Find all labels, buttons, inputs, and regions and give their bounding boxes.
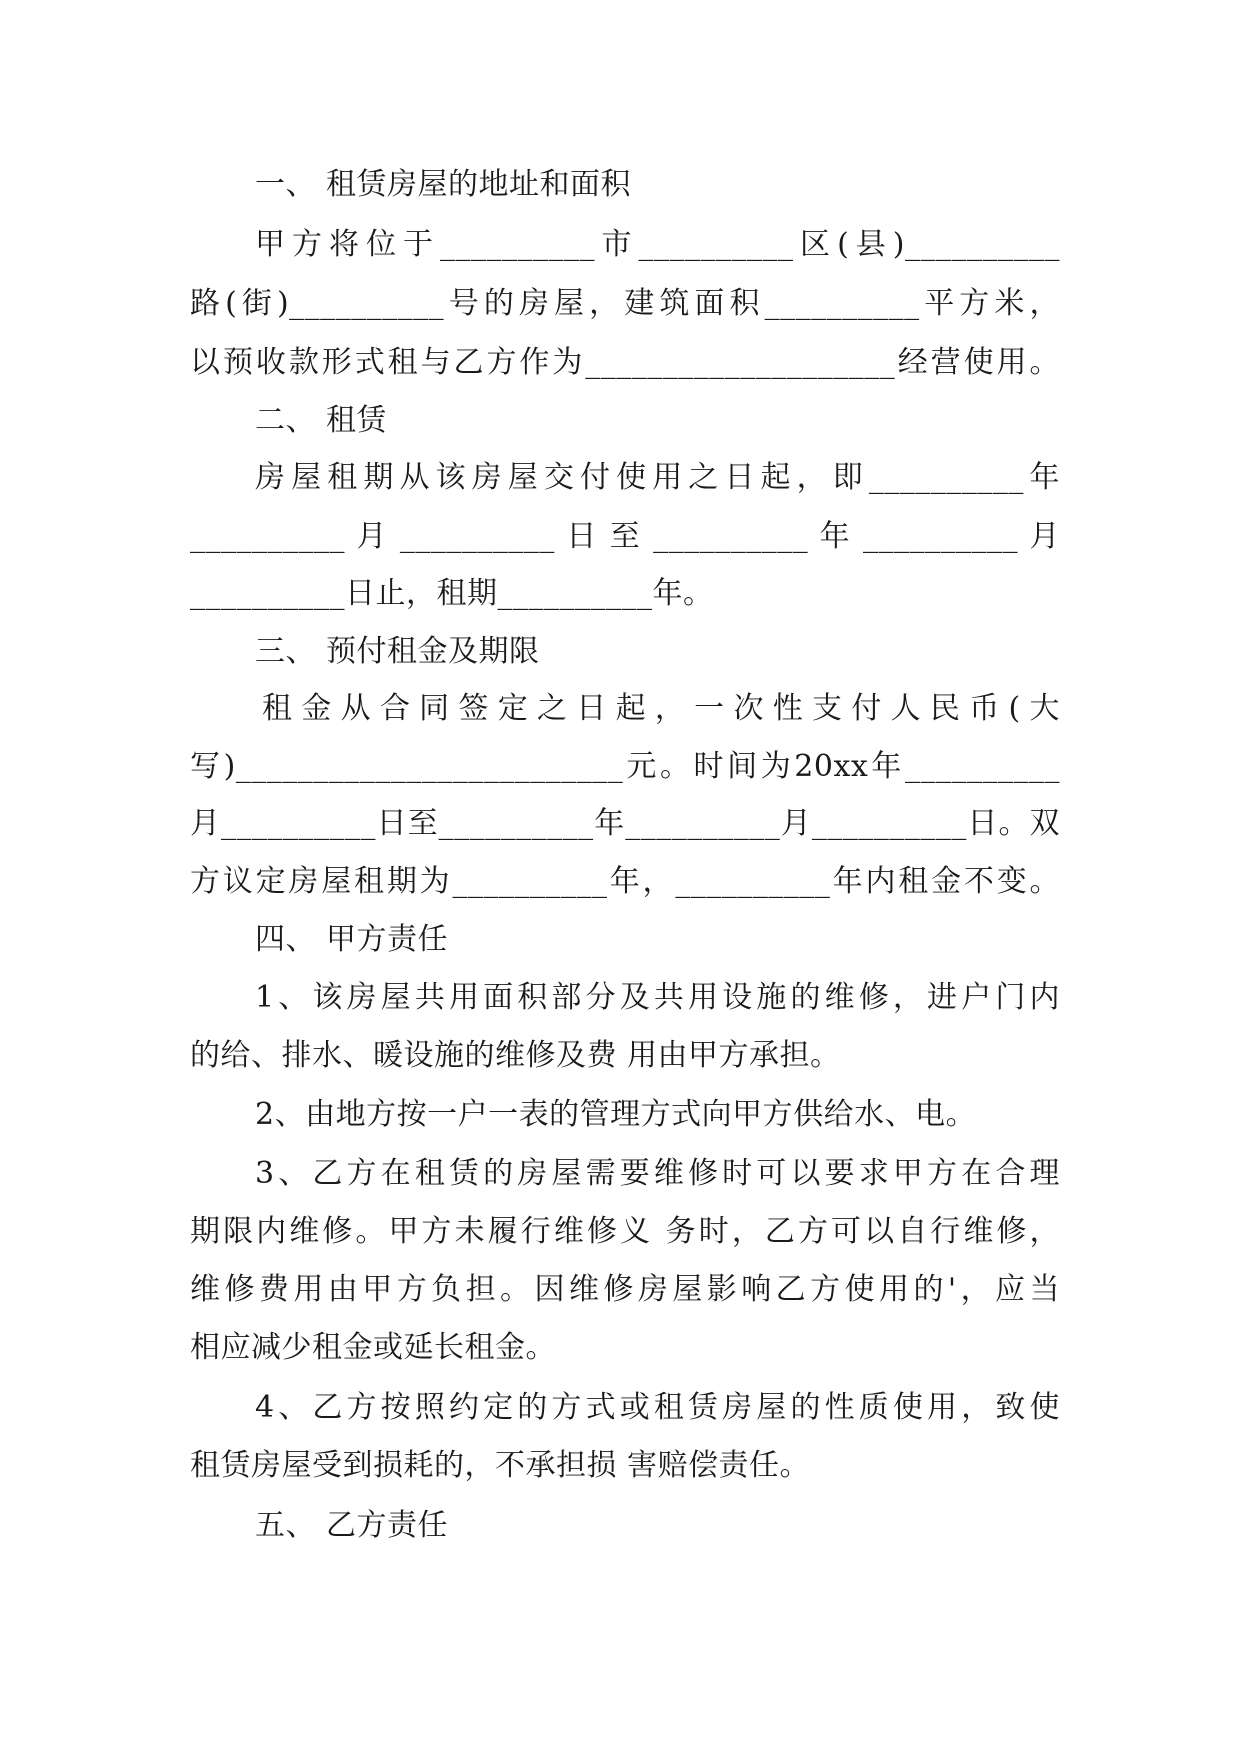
paragraph-line: 方议定房屋租期为__________年，__________年内租金不变。 — [190, 864, 1060, 899]
paragraph-line: 月__________日至__________年__________月__________日。双 — [190, 806, 1060, 841]
paragraph-line: __________日止，租期__________年。 — [190, 576, 714, 611]
paragraph-line: 3、乙方在租赁的房屋需要维修时可以要求甲方在合理 — [255, 1156, 1060, 1191]
paragraph-line: 租金从合同签定之日起，一次性支付人民币(大 — [262, 691, 1060, 726]
paragraph-line: 2、由地方按一户一表的管理方式向甲方供给水、电。 — [255, 1097, 977, 1132]
paragraph-line: 以预收款形式租与乙方作为____________________经营使用。 — [190, 345, 1060, 380]
section-2-heading: 二、 租赁 — [255, 403, 388, 438]
paragraph-line: 期限内维修。甲方未履行维修义 务时，乙方可以自行维修， — [190, 1214, 1060, 1249]
paragraph-line: 1、该房屋共用面积部分及共用设施的维修，进户门内 — [255, 980, 1060, 1015]
section-5-heading: 五、 乙方责任 — [255, 1508, 449, 1543]
paragraph-line: 维修费用由甲方负担。因维修房屋影响乙方使用的'，应当 — [190, 1272, 1060, 1307]
paragraph-line: 4、乙方按照约定的方式或租赁房屋的性质使用，致使 — [255, 1390, 1060, 1425]
paragraph-line: 相应减少租金或延长租金。 — [190, 1330, 556, 1365]
paragraph-line: 甲方将位于__________市__________区(县)__________ — [255, 227, 1060, 262]
paragraph-line: 租赁房屋受到损耗的，不承担损 害赔偿责任。 — [190, 1448, 811, 1483]
paragraph-line: 的给、排水、暖设施的维修及费 用由甲方承担。 — [190, 1038, 841, 1073]
paragraph-line: __________ 月 __________ 日 至 __________ 年 __________ 月 — [190, 519, 1060, 554]
section-3-heading: 三、 预付租金及期限 — [255, 634, 540, 669]
paragraph-line: 房屋租期从该房屋交付使用之日起，即__________年 — [255, 460, 1060, 495]
paragraph-line: 写)_________________________元。时间为20xx年__________ — [190, 749, 1060, 784]
section-4-heading: 四、 甲方责任 — [255, 922, 449, 957]
section-1-heading: 一、 租赁房屋的地址和面积 — [255, 167, 632, 202]
paragraph-line: 路(街)__________号的房屋，建筑面积__________平方米， — [190, 286, 1060, 321]
